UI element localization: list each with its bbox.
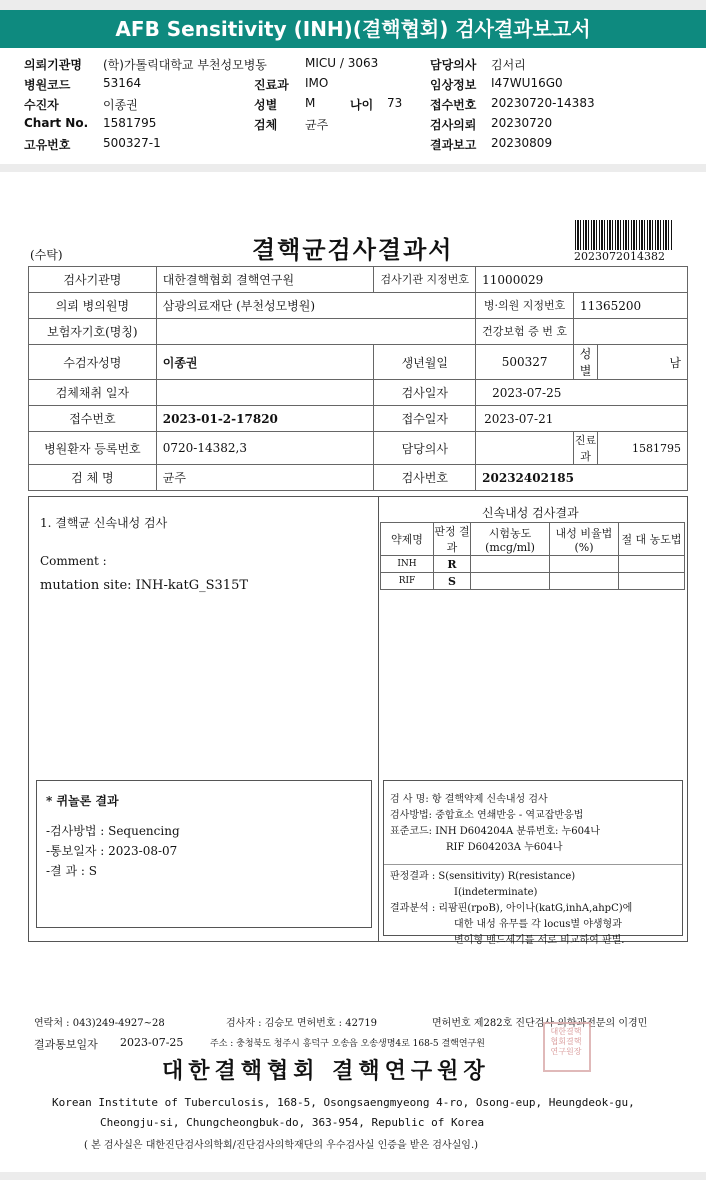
- receipt-date-value: 2023-07-21: [476, 406, 688, 432]
- test-date-label: 검사일자: [374, 380, 476, 406]
- institution-value: (학)가톨릭대학교 부천성모병동: [103, 58, 267, 72]
- doc-doctor-value: [476, 432, 574, 465]
- doc-specimen-value: 균주: [156, 465, 374, 491]
- unique-value: 500327-1: [103, 136, 161, 150]
- quinolone-result: -결 과 : S: [46, 864, 97, 878]
- comment-label: Comment :: [40, 554, 107, 568]
- drug-cell: RIF: [381, 573, 434, 590]
- report-label: 결과보고: [430, 138, 477, 152]
- receipt-no-label: 접수번호: [29, 406, 157, 432]
- notify-date: 2023-07-25: [120, 1036, 184, 1049]
- absolute-cell: [619, 556, 685, 573]
- sex-value: M: [305, 96, 316, 110]
- doc-specimen-label: 검 체 명: [29, 465, 157, 491]
- divider: [384, 864, 682, 865]
- certification-note: ( 본 검사실은 대한진단검사의학회/진단검사의학재단의 우수검사실 인증을 받은 검사실임.): [84, 1140, 479, 1151]
- request-value: 20230720: [491, 116, 553, 130]
- lab-name-value: 대한결핵협회 결핵연구원: [156, 267, 374, 293]
- req-hosp-label: 의뢰 병의원명: [29, 293, 157, 319]
- patient-name-label: 수검자성명: [29, 345, 157, 380]
- patient-value: 이종권: [103, 98, 138, 112]
- clinical-label: 임상정보: [430, 78, 477, 92]
- section-divider: [378, 496, 379, 942]
- license: 면허번호 제282호 진단검사 의학과전문의 이경민: [432, 1018, 648, 1029]
- concentration-cell: [471, 556, 550, 573]
- hospital-code-label: 병원코드: [24, 78, 71, 92]
- judgment-cell: S: [434, 573, 471, 590]
- patient-name-value: 이종권: [156, 345, 374, 380]
- doctor-label: 담당의사: [430, 58, 477, 72]
- header-ratio: 내성 비율법(%): [550, 523, 619, 556]
- receipt-date-label: 접수일자: [374, 406, 476, 432]
- birth-label: 생년월일: [374, 345, 476, 380]
- health-label: 건강보험 증 번 호: [476, 319, 574, 345]
- test-date-value: 2023-07-25: [476, 380, 688, 406]
- collect-label: 검체채취 일자: [29, 380, 157, 406]
- table-row: [29, 465, 688, 491]
- request-label: 검사의뢰: [430, 118, 477, 132]
- specimen-label: 검체: [254, 118, 278, 132]
- doc-sex-label: 성별: [574, 345, 598, 380]
- judgment-cell: R: [434, 556, 471, 573]
- suttak-label: (수탁): [30, 248, 63, 262]
- method-line: 판정결과 : S(sensitivity) R(resistance): [390, 871, 576, 882]
- insured-value: [156, 319, 475, 345]
- quinolone-date: -통보일자 : 2023-08-07: [46, 844, 178, 858]
- receipt-label: 접수번호: [430, 98, 477, 112]
- address-english-line1: Korean Institute of Tuberculosis, 168-5, Osongsaengmyeong 4-ro, Osong-eup, Heungdeok-gu,: [52, 1096, 635, 1109]
- chart-label: Chart No.: [24, 116, 89, 130]
- test-no-value: 20232402185: [476, 465, 688, 491]
- left-heading: 1. 결핵균 신속내성 검사: [40, 516, 168, 530]
- method-line: 검사방법: 중합효소 연쇄반응 - 역교잡반응법: [390, 810, 584, 821]
- table-row: [29, 267, 688, 293]
- reg-label: 병원환자 등록번호: [29, 432, 157, 465]
- collect-value: [156, 380, 374, 406]
- notify-label: 결과통보일자: [34, 1038, 98, 1051]
- table-row: [381, 523, 685, 556]
- address: 주소 : 충청북도 청주시 흥덕구 오송읍 오송생명4로 168-5 결핵연구원: [210, 1039, 485, 1049]
- doc-title: 결핵균검사결과서: [252, 235, 454, 264]
- quinolone-heading: * 퀴놀론 결과: [46, 794, 119, 808]
- receipt-no-value: 2023-01-2-17820: [156, 406, 374, 432]
- concentration-cell: [471, 573, 550, 590]
- health-value: [574, 319, 688, 345]
- reg-value: 0720-14382,3: [156, 432, 374, 465]
- table-row: [29, 380, 688, 406]
- institution-label: 의뢰기관명: [24, 58, 82, 72]
- mutation-site: mutation site: INH-katG_S315T: [40, 578, 249, 593]
- receipt-value: 20230720-14383: [491, 96, 595, 110]
- table-row: [29, 319, 688, 345]
- lab-no-value: 11000029: [476, 267, 688, 293]
- hospital-code-value: 53164: [103, 76, 142, 90]
- doc-sex-value: 남: [598, 345, 688, 380]
- rapid-result-table: [380, 522, 685, 590]
- method-line: 대한 내성 유무를 각 locus별 야생형과: [454, 919, 622, 930]
- method-line: RIF D604203A 누604나: [446, 842, 563, 853]
- report-header: [0, 48, 706, 164]
- header-drug: 약제명: [381, 523, 434, 556]
- report-title: AFB Sensitivity (INH)(결핵협회) 검사결과보고서: [0, 10, 706, 48]
- birth-value: 500327: [476, 345, 574, 380]
- barcode-number: 2023072014382: [574, 250, 665, 263]
- doctor-value: 김서리: [491, 58, 526, 72]
- method-line: 표준코드: INH D604204A 분류번호: 누604나: [390, 826, 600, 837]
- doc-dept-label: 진료과: [574, 432, 598, 465]
- req-hosp-value: 삼광의료재단 (부천성모병원): [156, 293, 475, 319]
- chart-value: 1581795: [103, 116, 157, 130]
- drug-cell: INH: [381, 556, 434, 573]
- unique-label: 고유번호: [24, 138, 71, 152]
- barcode: [575, 220, 673, 250]
- lab-no-label: 검사기관 지정번호: [374, 267, 476, 293]
- age-label: 나이: [350, 98, 374, 112]
- quinolone-method: -검사방법 : Sequencing: [46, 824, 180, 838]
- absolute-cell: [619, 573, 685, 590]
- lab-name-label: 검사기관명: [29, 267, 157, 293]
- address-english-line2: Cheongju-si, Chungcheongbuk-do, 363-954, Republic of Korea: [100, 1116, 485, 1129]
- specimen-value: 균주: [305, 118, 329, 132]
- report-value: 20230809: [491, 136, 553, 150]
- seal-text: 대한결핵협회결핵연구원장: [550, 1027, 582, 1056]
- contact: 연락처 : 043)249-4927~28: [34, 1018, 165, 1029]
- table-row: [29, 293, 688, 319]
- ratio-cell: [550, 573, 619, 590]
- header-judgment: 판정 결과: [434, 523, 471, 556]
- dept-value: IMO: [305, 76, 329, 90]
- dept-label: 진료과: [254, 78, 289, 92]
- method-info: [390, 792, 676, 949]
- method-line: 결과분석 : 리팜핀(rpoB), 아이나(katG,inhA,ahpC)에: [390, 903, 633, 914]
- hosp-no-value: 11365200: [574, 293, 688, 319]
- rapid-result-title: 신속내성 검사결과: [482, 506, 579, 520]
- table-row: [381, 573, 685, 590]
- header-concentration: 시험농도 (mcg/ml): [471, 523, 550, 556]
- age-value: 73: [387, 96, 403, 110]
- tester: 검사자 : 김승모 면허번호 : 42719: [226, 1018, 378, 1029]
- official-seal: [543, 1022, 591, 1072]
- table-row: [381, 556, 685, 573]
- method-line: 검 사 명: 항 결핵약제 신속내성 검사: [390, 794, 548, 805]
- table-row: [29, 345, 688, 380]
- method-line: 변이형 밴드세기를 서로 비교하여 판별.: [454, 935, 625, 946]
- clinical-value: I47WU16G0: [491, 76, 563, 90]
- sex-label: 성별: [254, 98, 278, 112]
- table-row: [29, 406, 688, 432]
- doc-dept-value: 1581795: [598, 432, 688, 465]
- scanned-result-document: [0, 172, 706, 1172]
- table-row: [29, 432, 688, 465]
- ratio-cell: [550, 556, 619, 573]
- method-line: I(indeterminate): [454, 887, 538, 898]
- header-absolute: 절 대 농도법: [619, 523, 685, 556]
- doc-doctor-label: 담당의사: [374, 432, 476, 465]
- organization-name: 대한결핵협회 결핵연구원장: [162, 1058, 490, 1084]
- patient-label: 수진자: [24, 98, 59, 112]
- ward-value: MICU / 3063: [305, 56, 379, 70]
- test-no-label: 검사번호: [374, 465, 476, 491]
- insured-label: 보험자기호(명칭): [29, 319, 157, 345]
- info-grid: [28, 266, 688, 491]
- hosp-no-label: 병·의원 지정번호: [476, 293, 574, 319]
